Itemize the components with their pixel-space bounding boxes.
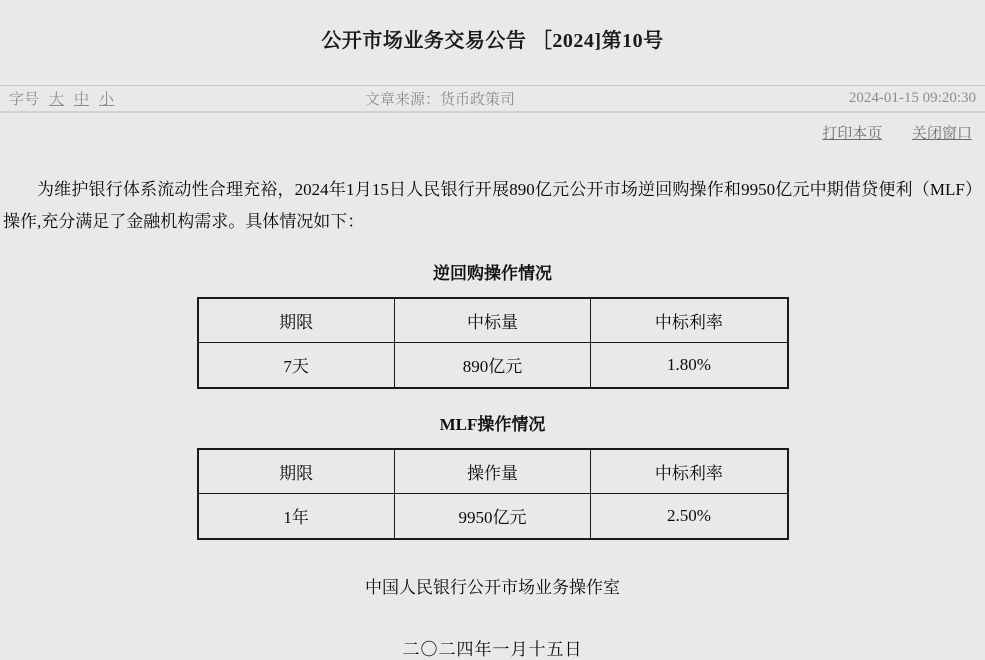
mlf-header-rate: 中标利率 xyxy=(591,449,788,493)
article-source-value: 货币政策司 xyxy=(440,92,516,108)
reverse-repo-header-row xyxy=(198,298,788,342)
announcement-date: 二〇二四年一月十五日 xyxy=(402,640,583,659)
reverse-repo-rate: 1.80% xyxy=(591,342,788,388)
mlf-header-term: 期限 xyxy=(198,449,395,493)
font-size-label: 字号 xyxy=(9,92,40,108)
reverse-repo-volume: 890亿元 xyxy=(394,342,591,388)
publish-datetime: 2024-01-15 09:20:30 xyxy=(848,90,976,106)
reverse-repo-header-term: 期限 xyxy=(198,298,395,342)
mlf-volume: 9950亿元 xyxy=(394,493,591,539)
mlf-rate: 2.50% xyxy=(591,493,788,539)
print-page-link[interactable]: 打印本页 xyxy=(822,126,883,142)
meta-bar xyxy=(0,85,985,113)
table-row xyxy=(198,342,788,388)
reverse-repo-table xyxy=(197,297,789,389)
mlf-table-title: MLF操作情况 xyxy=(439,415,546,434)
reverse-repo-term: 7天 xyxy=(198,342,395,388)
close-window-link[interactable]: 关闭窗口 xyxy=(911,126,972,142)
reverse-repo-table-title: 逆回购操作情况 xyxy=(433,264,552,283)
mlf-header-row xyxy=(198,449,788,493)
font-size-medium-link[interactable]: 中 xyxy=(74,92,90,108)
font-size-large-link[interactable]: 大 xyxy=(49,92,65,108)
article-source xyxy=(365,88,849,109)
mlf-header-volume: 操作量 xyxy=(394,449,591,493)
font-size-control xyxy=(9,88,365,109)
font-size-small-link[interactable]: 小 xyxy=(99,92,115,108)
mlf-table xyxy=(197,448,789,540)
page-actions xyxy=(0,122,985,143)
table-row xyxy=(198,493,788,539)
reverse-repo-header-rate: 中标利率 xyxy=(591,298,788,342)
announcement-page xyxy=(0,24,985,659)
reverse-repo-header-volume: 中标量 xyxy=(394,298,591,342)
article-source-label: 文章来源： xyxy=(365,92,441,108)
mlf-term: 1年 xyxy=(198,493,395,539)
announcement-body-paragraph: 为维护银行体系流动性合理充裕，2024年1月15日人民银行开展890亿元公开市场逆回购操作和9950亿元中期借贷便利（MLF）操作,充分满足了金融机构需求。具体情况如下： xyxy=(3,180,982,231)
page-title: 公开市场业务交易公告 ［2024]第10号 xyxy=(321,30,664,52)
issuing-office-signature: 中国人民银行公开市场业务操作室 xyxy=(365,578,620,597)
